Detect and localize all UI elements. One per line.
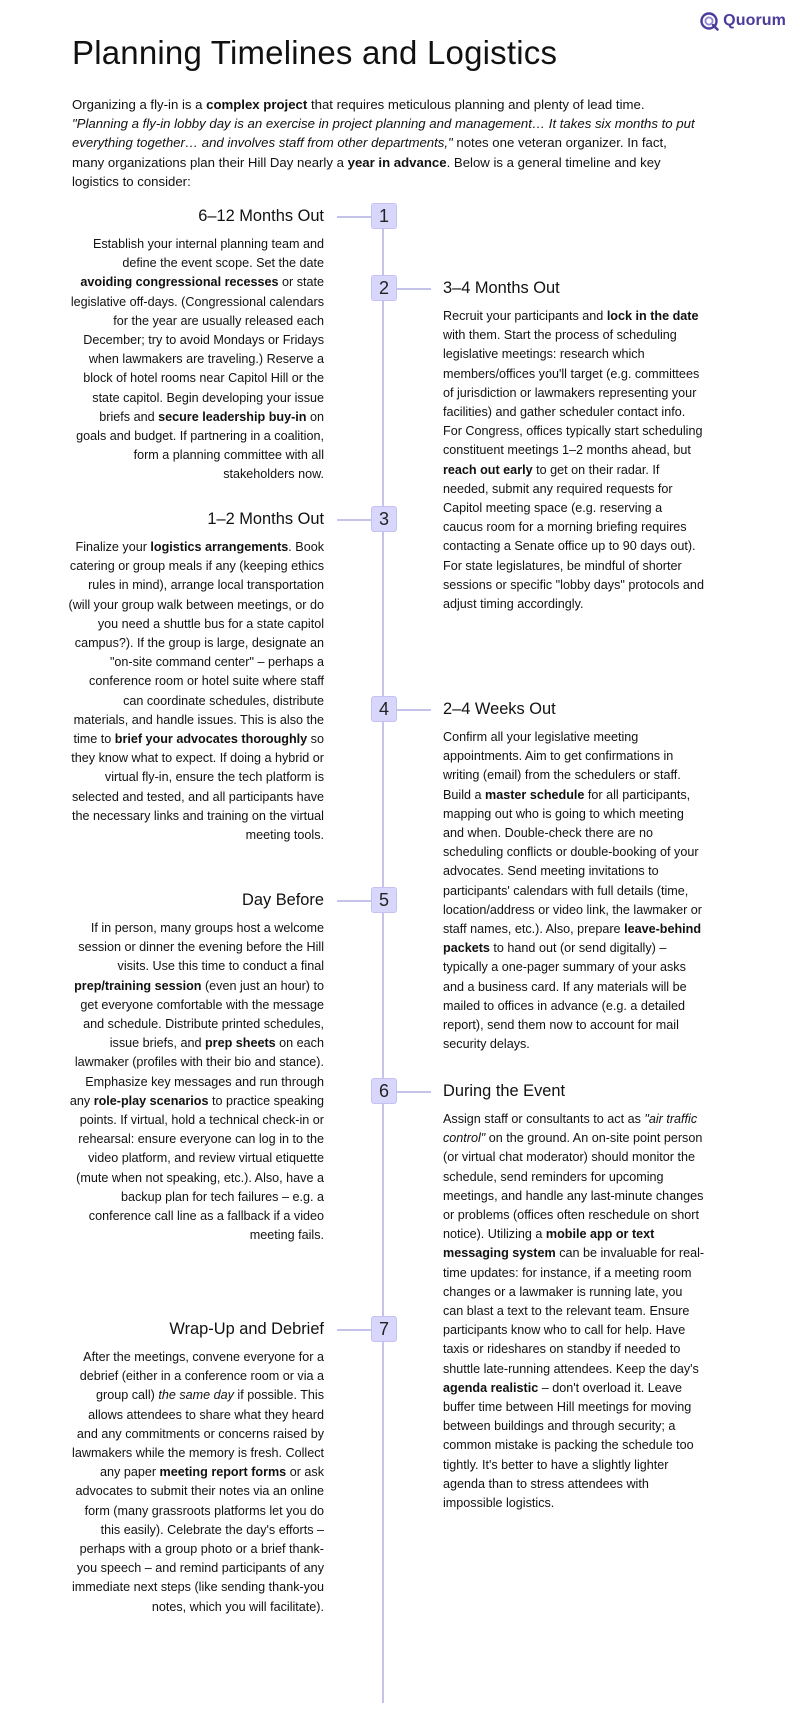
bold-emphasis: prep sheets bbox=[204, 1036, 276, 1051]
step-heading: Wrap-Up and Debrief bbox=[169, 1320, 324, 1338]
timeline-connector bbox=[397, 288, 431, 290]
step-body: Assign staff or consultants to act as "air traffic control" on the ground. An on-site point person (or virtual chat moderator) should monitor the schedule, send reminders for upcoming meetings, and handle any last-minute changes or problems (offices often reschedule on short notice). Utilizing a mobile app or text messaging system can be invaluable for real-time updates: for instance, if a meeting room changes or a lawmaker is running late, you can blast a text to the relevant team. Ensure participants know who to call for help. Have taxis or rideshares on standby if needed to shuttle late-running attendees. Keep the day's agenda realistic – don't overload it. Leave buffer time between Hill meetings for moving between buildings and through security; a common mistake is packing the schedule too tightly. It's better to have a slightly lighter agenda than to stress attendees with impossible logistics. bbox=[443, 1112, 705, 1511]
timeline-step-day-before bbox=[68, 890, 324, 1245]
step-heading: 2–4 Weeks Out bbox=[443, 700, 556, 718]
timeline-marker-6: 6 bbox=[371, 1078, 397, 1104]
step-heading: 6–12 Months Out bbox=[198, 207, 324, 225]
timeline-step-1-2-months bbox=[68, 509, 324, 845]
bold-emphasis: meeting report forms bbox=[159, 1465, 287, 1480]
timeline-step-3-4-months bbox=[443, 278, 705, 614]
bold-emphasis: secure leadership buy-in bbox=[158, 409, 307, 424]
intro-paragraph: Organizing a fly-in is a complex project that requires meticulous planning and plenty of lead time. "Planning a fly-in lobby day is an exercise in project planning and management… It takes six months to put everything together… and involves staff from other departments," notes one veteran organizer. In fact, many organizations plan their Hill Day nearly a year in advance. Below is a general timeline and key logistics to consider: bbox=[72, 97, 695, 189]
bold-emphasis: reach out early bbox=[443, 462, 533, 477]
timeline-step-2-4-weeks bbox=[443, 699, 705, 1054]
bold-emphasis: prep/training session bbox=[74, 978, 202, 993]
bold-emphasis: mobile app or text messaging system bbox=[443, 1227, 655, 1261]
bold-emphasis: avoiding congressional recesses bbox=[80, 275, 279, 290]
bold-emphasis: role-play scenarios bbox=[93, 1093, 209, 1108]
bold-emphasis: lock in the date bbox=[606, 309, 699, 323]
step-heading: Day Before bbox=[242, 891, 324, 909]
step-body: Finalize your logistics arrangements. Book catering or group meals if any (keeping ethics rules in mind), arrange local transportation (will your group walk between meetings, or do you need a shuttle bus for a state capitol campus?). If the group is large, designate an "on-site command center" – perhaps a conference room or hotel suite where staff can coordinate schedules, distribute materials, and handle issues. This is also the time to brief your advocates thoroughly so they know what to expect. If doing a hybrid or virtual fly-in, ensure the tech platform is selected and tested, and all participants have the necessary links and training on the virtual meeting tools. bbox=[68, 540, 324, 843]
italic-emphasis: "Planning a fly-in lobby day is an exercise in project planning and management… It takes six months to put everything together… and involves staff from other departments," bbox=[72, 116, 695, 151]
step-body: Establish your internal planning team and define the event scope. Set the date avoiding congressional recesses or state legislative off-days. (Congressional calendars for the year are usually released each December; try to avoid Mondays or Fridays when lawmakers are traveling.) Reserve a block of hotel rooms near Capitol Hill or the state capitol. Begin developing your issue briefs and secure leadership buy-in on goals and budget. If partnering in a coalition, form a planning committee with all stakeholders now. bbox=[70, 237, 324, 482]
step-body: Confirm all your legislative meeting appointments. Aim to get confirmations in writing (email) from the schedulers or staff. Build a master schedule for all participants, mapping out who is going to which meeting and when. Double-check there are no scheduling conflicts or double-booking of your advocates. Send meeting invitations to participants' calendars with full details (time, location/address or video link, the lawmaker or staff names, etc.). Also, prepare leave-behind packets to hand out (or send digitally) – typically a one-pager summary of your asks and a business card. If any materials will be mailed to offices in advance (e.g. a detailed report), send them now to account for mail security delays. bbox=[443, 730, 702, 1052]
step-body: Recruit your participants and lock in the date with them. Start the process of scheduling legislative meetings: research which members/offices you'll target (e.g. committees of jurisdiction or lawmakers representing your facilities) and gather scheduler contact info. For Congress, offices typically start scheduling constituent meetings 1–2 months ahead, but reach out early to get on their radar. If needed, submit any required requests for Capitol meeting space (e.g. reserving a caucus room for a morning briefing requires contacting a Senate office up to 90 days out). For state legislatures, be mindful of shorter sessions or specific "lobby days" protocols and adjust timing accordingly. bbox=[443, 309, 704, 612]
timeline-marker-4: 4 bbox=[371, 696, 397, 722]
step-heading: 3–4 Months Out bbox=[443, 279, 560, 297]
timeline-marker-2: 2 bbox=[371, 275, 397, 301]
bold-emphasis: agenda realistic bbox=[443, 1380, 539, 1395]
bold-emphasis: logistics arrangements bbox=[150, 540, 289, 554]
timeline-marker-3: 3 bbox=[371, 506, 397, 532]
italic-emphasis: "air traffic control" bbox=[443, 1112, 698, 1146]
bold-emphasis: brief your advocates thoroughly bbox=[114, 732, 308, 747]
step-heading: 1–2 Months Out bbox=[207, 510, 324, 528]
timeline-marker-5: 5 bbox=[371, 887, 397, 913]
timeline-connector bbox=[337, 216, 371, 218]
step-heading: During the Event bbox=[443, 1082, 566, 1100]
timeline-marker-7: 7 bbox=[371, 1316, 397, 1342]
step-body: After the meetings, convene everyone for a debrief (either in a conference room or via a group call) the same day if possible. This allows attendees to share what they heard and any commitments or concerns raised by lawmakers while the memory is fresh. Collect any paper meeting report forms or ask advocates to submit their notes via an online form (many grassroots platforms let you do this easily). Celebrate the day's efforts – perhaps with a group photo or a brief thank-you speech – and remind participants of any immediate next steps (like sending thank-you notes, which you will facilitate). bbox=[71, 1350, 324, 1614]
step-body: If in person, many groups host a welcome session or dinner the evening before the Hill visits. Use this time to conduct a final prep/training session (even just an hour) to get everyone comfortable with the message and schedule. Distribute printed schedules, issue briefs, and prep sheets on each lawmaker (profiles with their bio and stance). Emphasize key messages and run through any role-play scenarios to practice speaking points. If virtual, hold a technical check-in or rehearsal: ensure everyone can log in to the video platform, and review virtual etiquette (mute when not speaking, etc.). Also, have a backup plan for tech failures – e.g. a conference call line as a fallback if a video meeting fails. bbox=[69, 921, 324, 1243]
timeline-connector bbox=[337, 519, 371, 521]
bold-emphasis: complex project bbox=[206, 97, 308, 112]
timeline-connector bbox=[397, 1091, 431, 1093]
bold-emphasis: year in advance bbox=[347, 154, 447, 170]
timeline-connector bbox=[337, 1329, 371, 1331]
quorum-logo-text: Quorum bbox=[723, 12, 786, 29]
quorum-logo[interactable] bbox=[699, 11, 786, 31]
timeline-marker-1: 1 bbox=[371, 203, 397, 229]
timeline-step-during-event bbox=[443, 1081, 705, 1513]
bold-emphasis: leave-behind packets bbox=[443, 922, 702, 956]
quorum-logo-icon bbox=[699, 11, 719, 31]
timeline-step-6-12-months bbox=[68, 206, 324, 485]
timeline-step-wrap-up bbox=[68, 1319, 324, 1617]
timeline-line bbox=[382, 203, 384, 1703]
page-title: Planning Timelines and Logistics bbox=[72, 34, 558, 71]
timeline-connector bbox=[397, 709, 431, 711]
italic-emphasis: the same day bbox=[158, 1388, 234, 1403]
timeline-connector bbox=[337, 900, 371, 902]
bold-emphasis: master schedule bbox=[485, 787, 585, 802]
